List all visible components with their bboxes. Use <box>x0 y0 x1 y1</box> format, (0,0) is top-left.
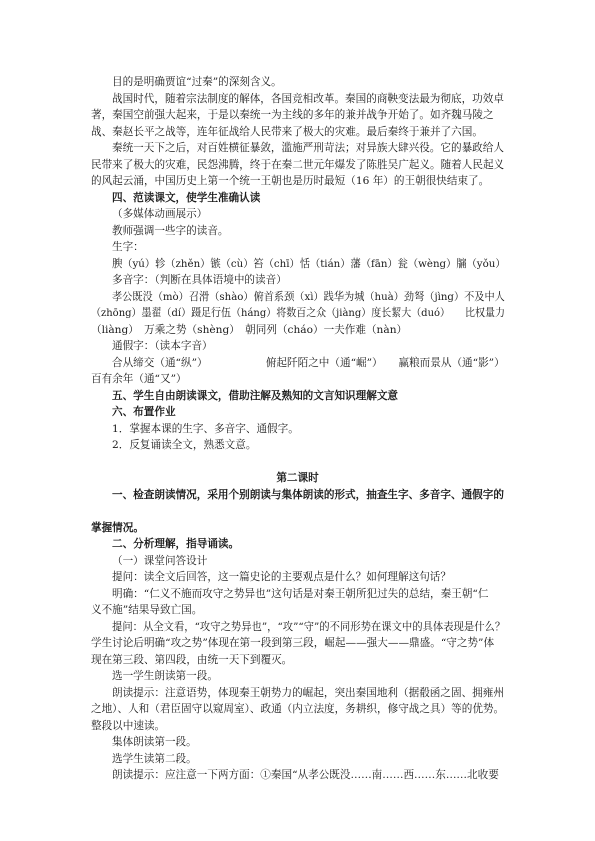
section-heading: 五、学生自由朗读课文，借助注解及熟知的文言知识理解文意 <box>112 389 399 402</box>
text-line: 朗读提示：应注意一下两方面：①秦国“从孝公既没……南……西……东……北收要 <box>112 769 499 781</box>
text-line: 通假字：（读本字音） <box>112 340 213 352</box>
section-heading: 二、分析理解，指导诵读。 <box>112 538 240 550</box>
text-line: 民带来了极大的灾难，民怨沸腾，终于在秦二世元年爆发了陈胜吴广起义。随着人民起义 <box>91 158 505 171</box>
text-line: 目的是明确贾谊“过秦”的深刻含义。 <box>112 76 282 88</box>
section-heading: 四、范读课文，使学生准确认读 <box>112 191 261 204</box>
text-line: （liàng） 万乘之势（shèng） 朝同列（cháo）一夫作难（nàn） <box>91 323 408 336</box>
text-line: 著，秦国空前强大起来，于是以秦统一为主线的多年的兼并战争开始了。如齐魏马陵之 <box>91 109 494 121</box>
lesson-title: 第二课时 <box>276 472 319 484</box>
text-line: 百有余年（通“又”） <box>91 373 187 385</box>
text-line: 提问：从全文看，“攻守之势异也”，“攻”“守”的不同形势在课文中的具体表现是什么？ <box>112 620 506 633</box>
text-line: 选学生读第二段。 <box>112 752 197 765</box>
text-line: 朗读提示：注意语势，体现秦王朝势力的崛起，突出秦国地利（据殽函之固、拥雍州 <box>112 686 504 699</box>
text-line: （多媒体动画展示） <box>112 208 208 220</box>
text-line: 多音字：（判断在具体语境中的读音） <box>112 274 287 286</box>
text-line: 秦统一天下之后，对百姓横征暴敛，滥施严刑苛法；对异族大肆兴役。它的暴政给人 <box>112 142 504 154</box>
text-line: 学生讨论后明确“攻之势”体现在第一段到第三段，崛起——强大——鼎盛。“守之势”体 <box>91 637 495 649</box>
list-item: 1．掌握本课的生字、多音字、通假字。 <box>112 422 299 435</box>
text-line: 整段以中速读。 <box>91 719 166 732</box>
text-line: 合从缔交（通“纵”） 俯起阡陌之中（通“崛”） 赢粮而景从（通“影”） <box>112 356 505 369</box>
text-line: 孝公既没（mò）召滑（shào）俯首系颈（xì）践华为城（huà）劲弩（jìng）不及中人 <box>112 290 505 303</box>
section-heading: 一、检查朗读情况，采用个别朗读与集体朗读的形式，抽查生字、多音字、通假字的 <box>112 488 504 501</box>
text-line: 的风起云涌，中国历史上第一个统一王朝也是历时最短（16 年）的王朝很快结束了。 <box>91 175 490 187</box>
text-line: 之地）、人和（君臣固守以窥周室）、政通（内立法度，务耕织，修守战之具）等的优势。 <box>91 703 505 715</box>
text-line: 选一学生朗读第一段。 <box>112 670 218 682</box>
text-line: 腴（yú）轸（zhěn）镞（cù）笞（chī）恬（tián）藩（fān）瓮（wèng）牖（yǒu） <box>112 257 506 270</box>
text-line: 战国时代，随着宗法制度的解体，各国竞相改革。秦国的商鞅变法最为彻底，功效卓 <box>112 92 504 105</box>
text-line: 提问：读全文后回答，这一篇史论的主要观点是什么？如何理解这句话？ <box>112 571 451 583</box>
text-line: 集体朗读第一段。 <box>112 736 197 748</box>
text-line: （一）课堂问答设计 <box>112 554 208 567</box>
section-heading: 六、布置作业 <box>112 406 176 418</box>
list-item: 2．反复诵读全文，熟悉文意。 <box>112 439 257 451</box>
text-line: 现在第三段、第四段，由统一天下到覆灭。 <box>91 653 293 666</box>
text-line: 明确：“仁义不施而攻守之势异也”这句话是对秦王朝所犯过失的总结，秦王朝“仁 <box>112 587 489 600</box>
text-line: 生字： <box>112 241 144 253</box>
text-line: 教师强调一些字的读音。 <box>112 224 229 237</box>
section-heading: 掌握情况。 <box>91 521 144 534</box>
text-line: 义不施”结果导致亡国。 <box>91 604 203 616</box>
text-line: 战、秦赵长平之战等，连年征战给人民带来了极大的灾难。最后秦终于兼并了六国。 <box>91 125 483 138</box>
text-line: （zhōng）墨翟（dí）蹑足行伍（háng）将数百之众（jiàng）度长絜大（duó） 比权量力 <box>91 307 505 319</box>
